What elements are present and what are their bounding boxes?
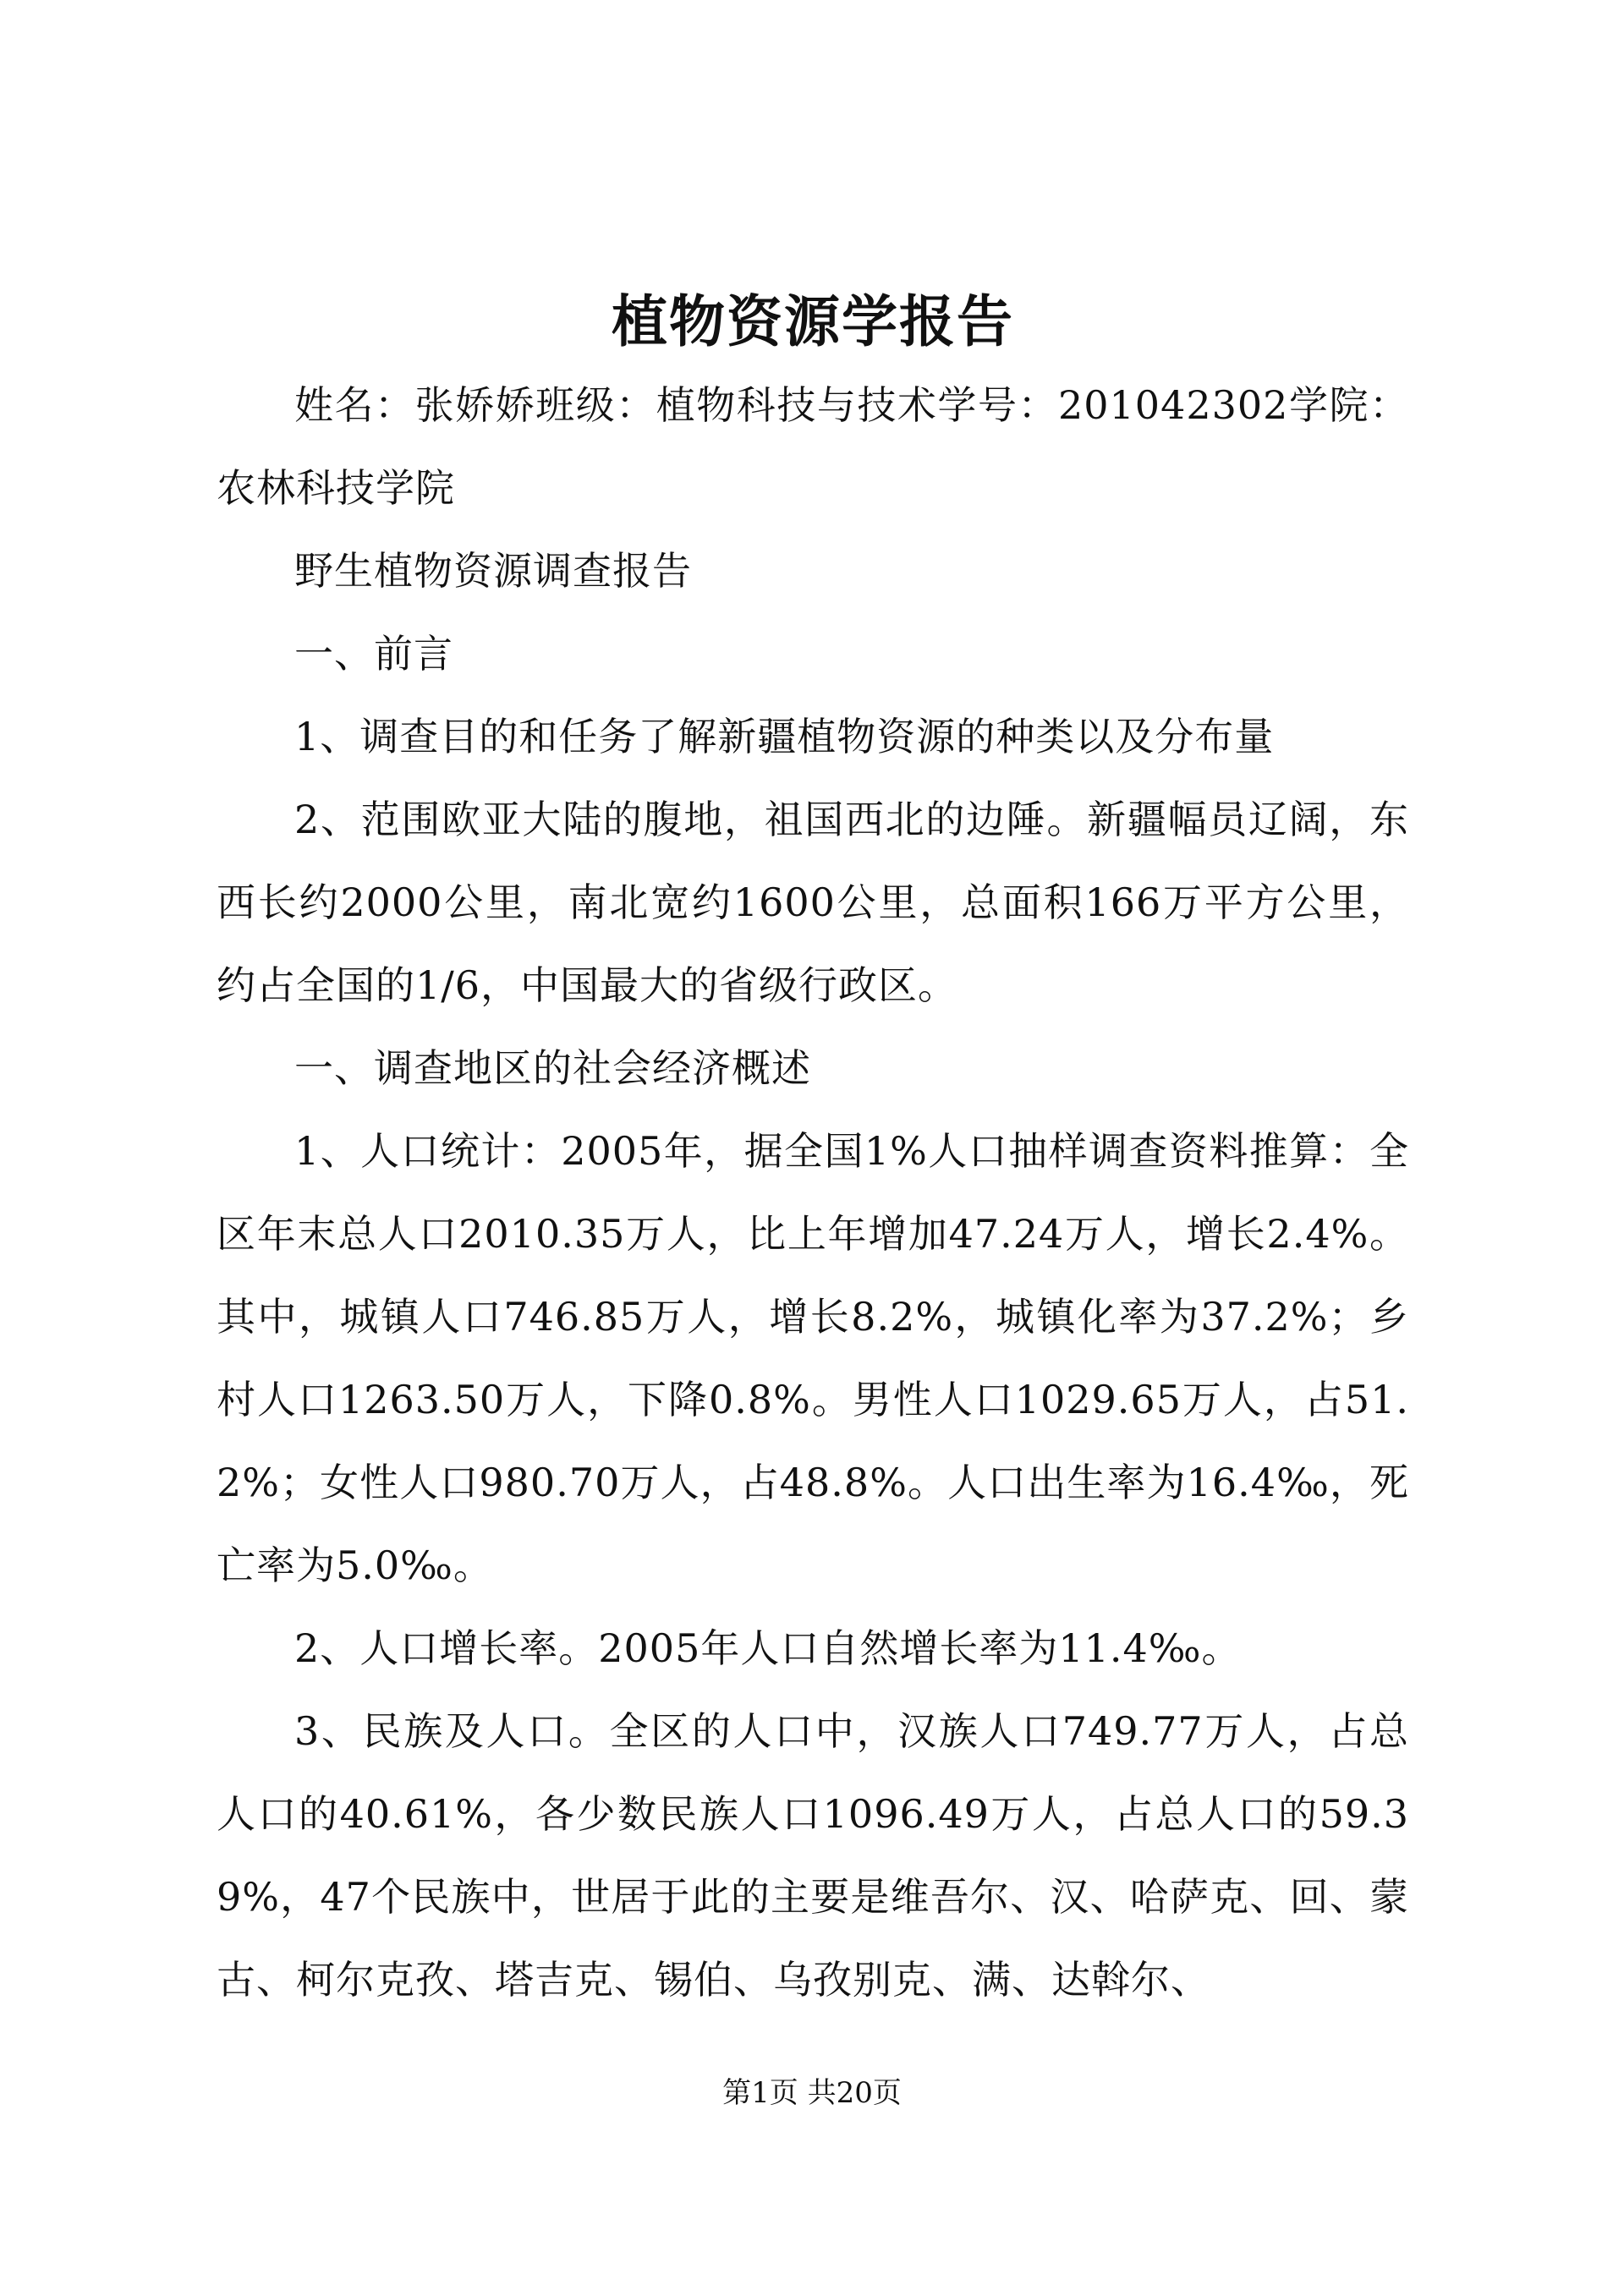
- paragraph-ethnic-groups: 3、民族及人口。全区的人口中，汉族人口749.77万人，占总人口的40.61%，各少数民族人口1096.49万人，占总人口的59.39%，47个民族中，世居于此的主要是维吾尔、汉、哈萨克、回、蒙古、柯尔克孜、塔吉克、锡伯、乌孜别克、满、达斡尔、: [217, 1708, 1409, 2003]
- paragraph-scope: 2、范围欧亚大陆的腹地，祖国西北的边陲。新疆幅员辽阔，东西长约2000公里，南北宽约1600公里，总面积166万平方公里，约占全国的1/6，中国最大的省级行政区。: [217, 797, 1409, 1008]
- paragraph-population-growth: 2、人口增长率。2005年人口自然增长率为11.4‰。: [294, 1625, 1242, 1671]
- paragraph-purpose: 1、调查目的和任务了解新疆植物资源的种类以及分布量: [294, 714, 1275, 759]
- document-title: 植物资源学报告: [612, 288, 1014, 354]
- section-heading-preface: 一、前言: [294, 631, 453, 677]
- document-body: [217, 279, 1409, 2021]
- author-info: 姓名：张娇娇班级：植物科技与技术学号：201042302学院：农林科技学院: [217, 382, 1409, 511]
- section-heading-socioeconomic: 一、调查地区的社会经济概述: [294, 1045, 811, 1091]
- page-footer: 第1页 共20页: [722, 2076, 902, 2110]
- report-subtitle: 野生植物资源调查报告: [294, 548, 692, 594]
- paragraph-population-statistics: 1、人口统计：2005年，据全国1%人口抽样调查资料推算：全区年末总人口2010.35万人，比上年增加47.24万人，增长2.4%。其中，城镇人口746.85万人，增长8.2%，城镇化率为37.2%；乡村人口1263.50万人，下降0.8%。男性人口1029.65万人，占51.2%；女性人口980.70万人，占48.8%。人口出生率为16.4‰，死亡率为5.0‰。: [217, 1128, 1409, 1588]
